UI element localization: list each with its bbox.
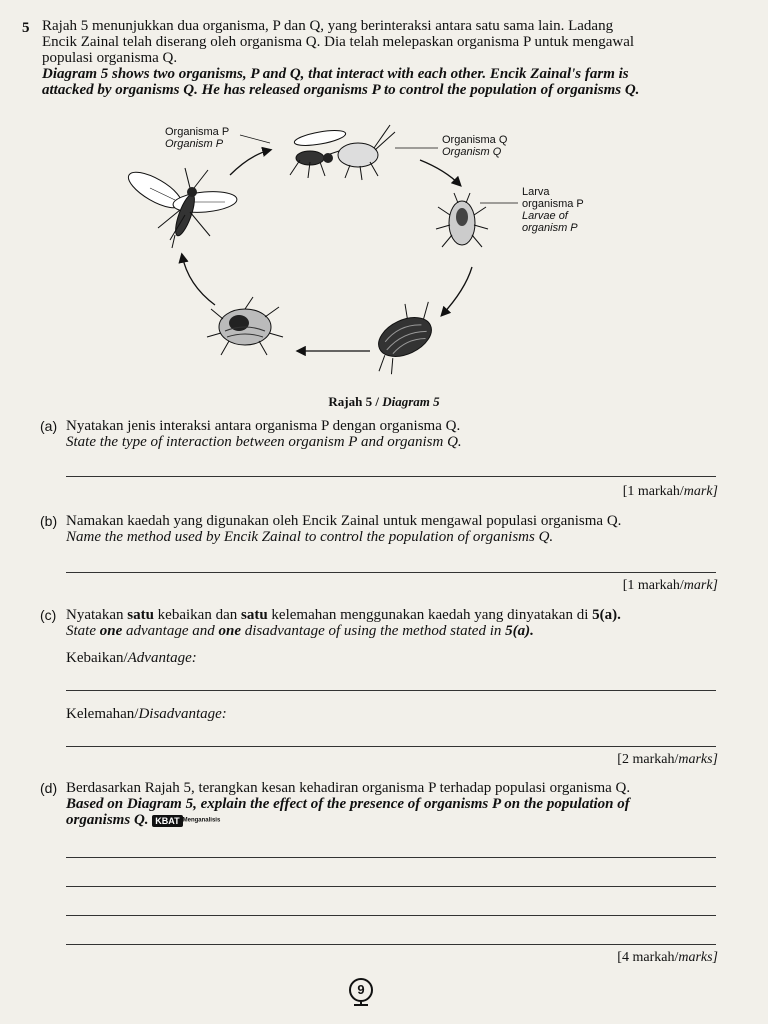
question-number: 5 — [22, 20, 30, 36]
intro-ms-line-1: Rajah 5 menunjukkan dua organisma, P dan Q, yang berinteraksi antara satu sama lain. Ladang — [42, 18, 614, 34]
part-b-ms: Namakan kaedah yang digunakan oleh Encik Zainal untuk mengawal populasi organisma Q. — [66, 513, 622, 529]
part-d-en-2: organisms Q. — [66, 812, 149, 828]
label-organism-p: Organisma P Organism P — [165, 126, 230, 150]
label-larva: Larva organisma P Larvae of organism P — [522, 186, 584, 234]
part-c: (c) Nyatakan satu kebaikan dan satu kelemahan menggunakan kaedah yang dinyatakan di 5(a). State one advantage and one disadvantage of using the method stated in 5(a). — [40, 607, 720, 639]
diagram-caption: Rajah 5 / Diagram 5 — [328, 394, 440, 409]
advantage-label: Kebaikan/Advantage: — [66, 650, 197, 666]
kbat-sub: Menganalisis — [182, 817, 221, 824]
page-number-stem-icon — [352, 1000, 370, 1008]
parasitized-aphid — [358, 295, 450, 379]
answer-line-a[interactable] — [66, 476, 716, 477]
intro-en-line-2: attacked by organisms Q. He has released organisms P to control the population of organisms Q. — [42, 82, 640, 98]
marks-b: [1 markah/mark] — [622, 578, 718, 593]
intro-ms-line-3: populasi organisma Q. — [42, 50, 178, 66]
part-a-ms: Nyatakan jenis interaksi antara organisma P dengan organisma Q. — [66, 418, 461, 434]
answer-line-advantage[interactable] — [66, 690, 716, 691]
question-intro — [42, 18, 732, 98]
answer-line-disadvantage[interactable] — [66, 746, 716, 747]
kbat-badge: KBAT — [152, 815, 182, 827]
answer-line-d-3[interactable] — [66, 915, 716, 916]
marks-c: [2 markah/marks] — [617, 752, 718, 767]
organism-p-wasp — [124, 165, 238, 248]
part-a: (a) Nyatakan jenis interaksi antara organisma P dengan organisma Q. State the type of interaction between organism P and organism Q. — [40, 418, 720, 450]
intro-ms-line-2: Encik Zainal telah diserang oleh organisma Q. Dia telah melepaskan organisma P untuk mengawal — [42, 34, 635, 50]
organism-p-attacking-q — [290, 125, 395, 180]
marks-a: [1 markah/mark] — [622, 484, 718, 499]
larva-organism-p — [436, 193, 488, 247]
aphid-mummy — [207, 297, 283, 355]
label-organism-q: Organisma Q Organism Q — [442, 134, 508, 158]
answer-line-d-2[interactable] — [66, 886, 716, 887]
answer-line-d-1[interactable] — [66, 857, 716, 858]
life-cycle-diagram — [120, 115, 620, 395]
intro-en-line-1: Diagram 5 shows two organisms, P and Q, that interact with each other. Encik Zainal's farm is — [42, 66, 629, 82]
arrow-q-to-larva — [420, 160, 460, 185]
arrow-mummy-to-adult — [182, 255, 215, 305]
part-c-ms: Nyatakan satu kebaikan dan satu kelemahan menggunakan kaedah yang dinyatakan di 5(a). — [66, 607, 621, 623]
part-d-ms: Berdasarkan Rajah 5, terangkan kesan kehadiran organisma P terhadap populasi organisma Q. — [66, 780, 631, 796]
marks-d: [4 markah/marks] — [617, 950, 718, 965]
disadvantage-label: Kelemahan/Disadvantage: — [66, 706, 227, 722]
arrow-p-to-q — [230, 150, 270, 175]
part-c-en: State one advantage and one disadvantage of using the method stated in 5(a). — [66, 623, 534, 639]
part-b: (b) Namakan kaedah yang digunakan oleh Encik Zainal untuk mengawal populasi organisma Q. Name the method used by Encik Zainal to control the population of organisms Q. — [40, 513, 720, 545]
part-b-en: Name the method used by Encik Zainal to control the population of organisms Q. — [66, 529, 554, 545]
part-a-en: State the type of interaction between organism P and organism Q. — [66, 434, 462, 450]
part-d-en-1: Based on Diagram 5, explain the effect of the presence of organisms P on the population of — [66, 796, 630, 812]
arrow-larva-to-parasitized — [442, 267, 472, 315]
answer-line-b[interactable] — [66, 572, 716, 573]
answer-line-d-4[interactable] — [66, 944, 716, 945]
part-d: (d) Berdasarkan Rajah 5, terangkan kesan kehadiran organisma P terhadap populasi organisma Q. Based on Diagram 5, explain the effect of the presence of organisms P on the population of organisms Q. KBAT Menganalisis — [40, 780, 720, 829]
page-number: 9 — [349, 978, 373, 1002]
